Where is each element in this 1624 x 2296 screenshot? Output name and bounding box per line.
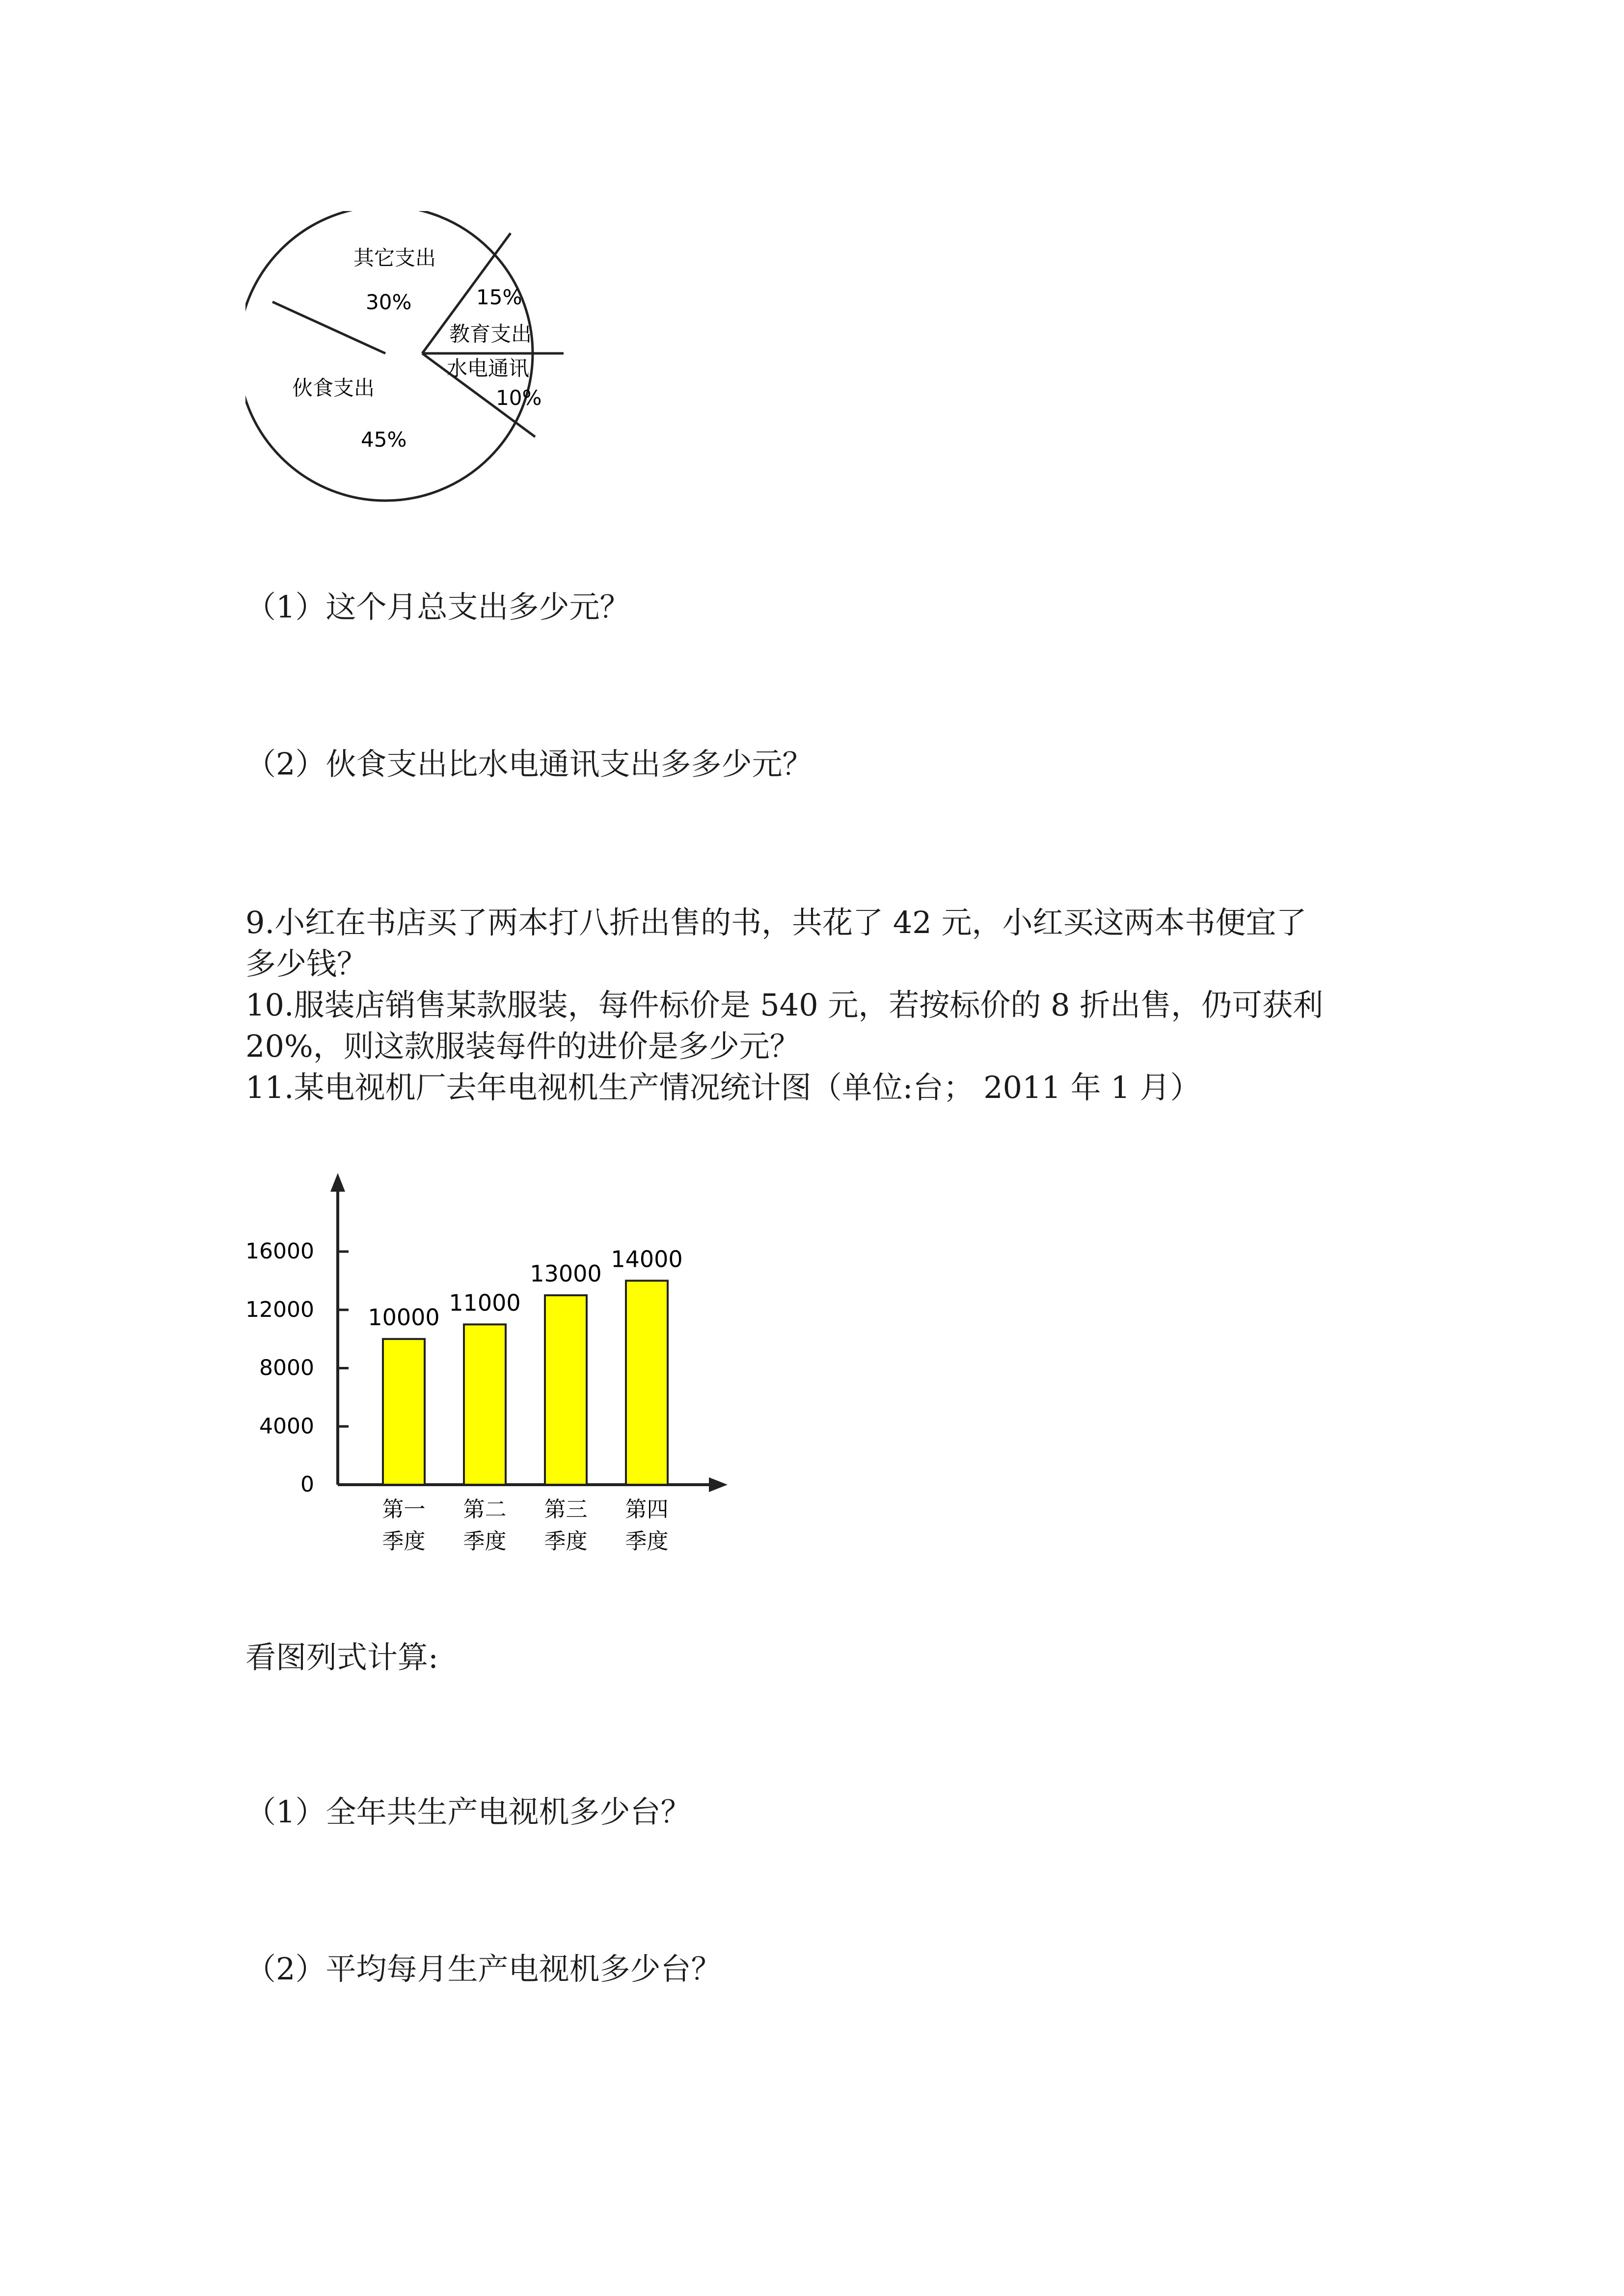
bar-data-label: 11000 [449,1289,521,1316]
bar [383,1339,425,1485]
problem-10-line-2: 20%，则这款服装每件的进价是多少元？ [245,1028,800,1064]
tv-production-bar-chart [231,1173,771,1580]
expense-pie-chart [245,211,589,506]
x-category-label-line-1: 第三 [544,1497,588,1522]
y-tick-label: 4000 [259,1414,314,1439]
bar-question-1: （1）全年共生产电视机多少台？ [245,1794,691,1830]
bar-questions-intro: 看图列式计算: [245,1639,438,1675]
x-category-label-line-1: 第二 [463,1497,507,1522]
x-axis-arrow [709,1477,728,1492]
x-category-label-line-1: 第一 [382,1497,426,1522]
x-category-label-line-1: 第四 [625,1497,669,1522]
slice-percent-food: 45% [361,427,407,452]
slice-label-utilities: 水电通讯 [447,356,530,380]
y-tick-label: 8000 [259,1355,314,1381]
bar-data-label: 14000 [611,1246,683,1273]
bar [464,1324,506,1485]
slice-label-other: 其它支出 [353,246,436,270]
x-category-label-line-2: 季度 [625,1529,669,1554]
problem-9-line-1: 9.小红在书店买了两本打八折出售的书，共花了 42 元，小红买这两本书便宜了 [245,905,1307,940]
pie-question-1: （1）这个月总支出多少元？ [245,589,630,625]
x-category-label-line-2: 季度 [382,1529,426,1554]
x-category-label-line-2: 季度 [544,1529,588,1554]
problem-9-line-2: 多少钱？ [245,946,368,982]
slice-label-food: 伙食支出 [292,376,375,400]
problem-9 [245,902,1323,1108]
y-axis-arrow [330,1173,345,1192]
problem-10-line-1: 10.服装店销售某款服装，每件标价是 540 元，若按标价的 8 折出售，仍可获利 [245,987,1324,1023]
slice-percent-other: 30% [366,290,412,314]
problem-11-line-1: 11.某电视机厂去年电视机生产情况统计图（单位:台； 2011 年 1 月） [245,1069,1201,1105]
x-category-label-line-2: 季度 [463,1529,507,1554]
bar-question-2: （2）平均每月生产电视机多少台？ [245,1951,722,1987]
bar [545,1295,587,1485]
y-tick-label: 16000 [245,1239,314,1264]
bar-data-label: 10000 [368,1304,440,1331]
pie-question-2: （2）伙食支出比水电通讯支出多多少元？ [245,746,813,782]
slice-percent-utilities: 10% [496,386,542,410]
bar [626,1281,668,1485]
slice-percent-education: 15% [476,285,522,309]
bar-data-label: 13000 [530,1260,602,1287]
y-tick-label: 0 [300,1472,314,1497]
slice-label-education: 教育支出 [449,322,532,346]
y-tick-label: 12000 [245,1297,314,1322]
